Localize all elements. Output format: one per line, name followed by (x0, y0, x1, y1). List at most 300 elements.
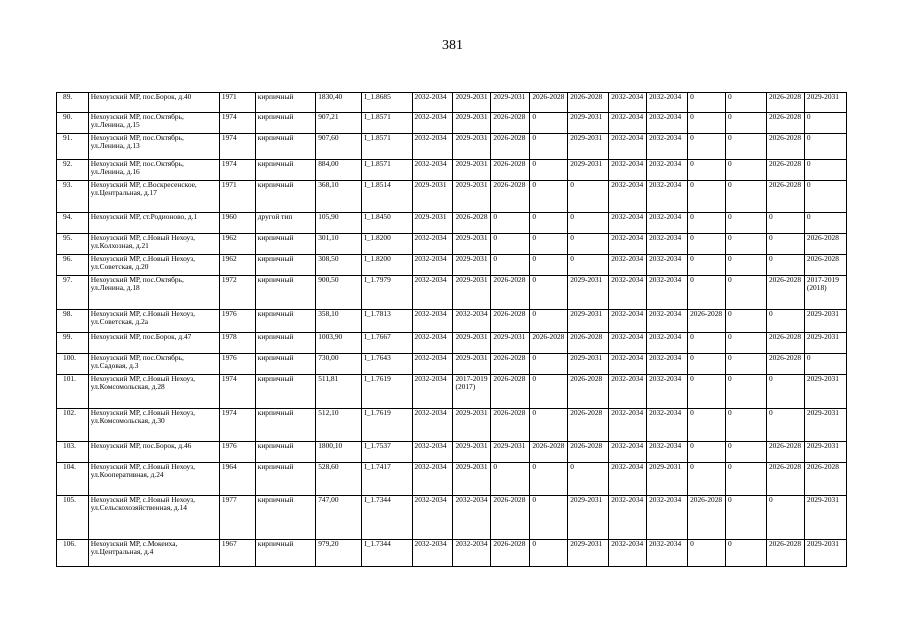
cell-address: Нехоузский МР, пос.Октябрь, ул.Ленина, д.13 (88, 134, 219, 160)
cell-period-heating: 2026-2028 (491, 354, 530, 375)
cell-area: 308,50 (316, 255, 362, 276)
cell-period-gas: 0 (530, 160, 568, 181)
cell-period-hot-water: 2029-2031 (804, 540, 846, 567)
cell-period-foundation: 2026-2028 (766, 540, 804, 567)
cell-period-hot-water: 0 (804, 113, 846, 134)
cell-period-heating: 2026-2028 (491, 375, 530, 409)
cell-period-electric: 2029-2031 (453, 113, 491, 134)
cell-period-water: 2029-2031 (568, 276, 609, 310)
cell-period-heating: 2026-2028 (491, 134, 530, 160)
cell-row-number: 93. (57, 181, 89, 213)
cell-period-basement: 0 (726, 234, 767, 255)
cell-period-heating: 0 (491, 213, 530, 234)
cell-period-heating: 0 (491, 234, 530, 255)
cell-address: Нехоузский МР, с.Новый Нехоуз, ул.Кооперативная, д.24 (88, 463, 219, 496)
cell-wall-material: кирпичный (255, 113, 315, 134)
cell-period-hot-water: 0 (804, 181, 846, 213)
cell-period-water: 2026-2028 (568, 375, 609, 409)
cell-period-facade: 2032-2034 (647, 540, 688, 567)
cell-period-electric: 2032-2034 (453, 540, 491, 567)
cell-period-foundation: 0 (766, 409, 804, 442)
cell-wall-material: кирпичный (255, 496, 315, 540)
cell-year-built: 1967 (219, 540, 255, 567)
cell-period-sewer: 2032-2034 (609, 134, 647, 160)
cell-year-built: 1971 (219, 93, 255, 113)
cell-period-facade: 2032-2034 (647, 276, 688, 310)
cell-row-number: 100. (57, 354, 89, 375)
cell-register-code: I_1.7643 (362, 354, 412, 375)
cell-period-electric: 2017-2019 (2017) (453, 375, 491, 409)
cell-register-code: I_1.7619 (362, 409, 412, 442)
cell-year-built: 1962 (219, 234, 255, 255)
cell-period-hot-water: 2026-2028 (804, 234, 846, 255)
cell-period-basement: 0 (726, 213, 767, 234)
cell-row-number: 95. (57, 234, 89, 255)
cell-period-roof: 2032-2034 (412, 463, 453, 496)
cell-row-number: 98. (57, 310, 89, 333)
cell-period-gas: 0 (530, 463, 568, 496)
cell-period-gas: 0 (530, 113, 568, 134)
cell-period-electric: 2029-2031 (453, 93, 491, 113)
cell-area: 105,90 (316, 213, 362, 234)
table-row (57, 409, 847, 442)
table-row (57, 310, 847, 333)
cell-period-roof: 2032-2034 (412, 255, 453, 276)
cell-area: 730,00 (316, 354, 362, 375)
cell-period-basement: 0 (726, 113, 767, 134)
cell-wall-material: кирпичный (255, 310, 315, 333)
cell-area: 979,20 (316, 540, 362, 567)
table-row (57, 375, 847, 409)
cell-period-hot-water: 2029-2031 (804, 93, 846, 113)
cell-period-basement: 0 (726, 540, 767, 567)
cell-period-foundation: 0 (766, 496, 804, 540)
cell-year-built: 1974 (219, 375, 255, 409)
cell-address: Нехоузский МР, с.Новый Нехоуз, ул.Советская, д.2а (88, 310, 219, 333)
cell-period-foundation: 0 (766, 255, 804, 276)
table-row (57, 540, 847, 567)
cell-period-water: 2026-2028 (568, 93, 609, 113)
table-row (57, 181, 847, 213)
cell-area: 900,50 (316, 276, 362, 310)
cell-year-built: 1971 (219, 181, 255, 213)
cell-period-facade: 2032-2034 (647, 310, 688, 333)
cell-period-water: 0 (568, 213, 609, 234)
cell-period-heating: 2026-2028 (491, 496, 530, 540)
cell-period-electric: 2029-2031 (453, 409, 491, 442)
cell-period-basement: 0 (726, 310, 767, 333)
cell-period-heating: 2026-2028 (491, 276, 530, 310)
cell-period-facade: 2032-2034 (647, 113, 688, 134)
cell-register-code: I_1.7667 (362, 333, 412, 354)
cell-period-foundation: 2026-2028 (766, 181, 804, 213)
cell-period-facade: 2032-2034 (647, 354, 688, 375)
cell-period-hot-water: 2029-2031 (804, 442, 846, 463)
cell-period-foundation: 0 (766, 234, 804, 255)
cell-area: 1800,10 (316, 442, 362, 463)
cell-address: Нехоузский МР, с.Новый Нехоуз, ул.Советская, д.20 (88, 255, 219, 276)
cell-period-foundation: 2026-2028 (766, 160, 804, 181)
cell-period-roof: 2032-2034 (412, 442, 453, 463)
cell-period-gas: 2026-2028 (530, 93, 568, 113)
cell-area: 368,10 (316, 181, 362, 213)
cell-period-sewer: 2032-2034 (609, 113, 647, 134)
cell-period-sewer: 2032-2034 (609, 213, 647, 234)
cell-period-gas: 0 (530, 310, 568, 333)
cell-period-water: 0 (568, 234, 609, 255)
cell-period-gas: 0 (530, 276, 568, 310)
cell-year-built: 1962 (219, 255, 255, 276)
cell-period-facade: 2032-2034 (647, 409, 688, 442)
cell-period-roof: 2032-2034 (412, 276, 453, 310)
cell-period-lift: 0 (688, 409, 726, 442)
cell-period-water: 2029-2031 (568, 160, 609, 181)
cell-period-facade: 2032-2034 (647, 255, 688, 276)
table-row (57, 463, 847, 496)
cell-period-hot-water: 0 (804, 213, 846, 234)
table-row (57, 134, 847, 160)
cell-period-lift: 0 (688, 375, 726, 409)
cell-period-foundation: 2026-2028 (766, 463, 804, 496)
cell-period-electric: 2029-2031 (453, 160, 491, 181)
cell-year-built: 1974 (219, 409, 255, 442)
cell-period-lift: 0 (688, 160, 726, 181)
cell-period-sewer: 2032-2034 (609, 255, 647, 276)
cell-row-number: 101. (57, 375, 89, 409)
cell-year-built: 1974 (219, 134, 255, 160)
cell-address: Нехоузский МР, пос.Октябрь, ул.Садовая, д.3 (88, 354, 219, 375)
cell-wall-material: кирпичный (255, 255, 315, 276)
cell-area: 528,60 (316, 463, 362, 496)
cell-period-basement: 0 (726, 463, 767, 496)
cell-period-roof: 2032-2034 (412, 310, 453, 333)
cell-year-built: 1960 (219, 213, 255, 234)
table-row (57, 234, 847, 255)
cell-register-code: I_1.7344 (362, 540, 412, 567)
cell-period-facade: 2032-2034 (647, 234, 688, 255)
cell-period-lift: 0 (688, 113, 726, 134)
cell-period-heating: 2029-2031 (491, 333, 530, 354)
cell-period-electric: 2029-2031 (453, 181, 491, 213)
cell-area: 907,60 (316, 134, 362, 160)
cell-period-heating: 0 (491, 463, 530, 496)
cell-period-hot-water: 2026-2028 (804, 463, 846, 496)
cell-period-electric: 2029-2031 (453, 463, 491, 496)
cell-period-gas: 0 (530, 255, 568, 276)
cell-period-basement: 0 (726, 276, 767, 310)
cell-year-built: 1974 (219, 113, 255, 134)
cell-period-basement: 0 (726, 93, 767, 113)
cell-period-electric: 2029-2031 (453, 255, 491, 276)
cell-period-facade: 2032-2034 (647, 181, 688, 213)
cell-year-built: 1977 (219, 496, 255, 540)
cell-row-number: 89. (57, 93, 89, 113)
cell-period-gas: 0 (530, 496, 568, 540)
cell-period-hot-water: 0 (804, 160, 846, 181)
cell-row-number: 97. (57, 276, 89, 310)
table-row (57, 93, 847, 113)
cell-period-water: 0 (568, 463, 609, 496)
cell-period-facade: 2032-2034 (647, 213, 688, 234)
cell-wall-material: кирпичный (255, 93, 315, 113)
cell-period-sewer: 2032-2034 (609, 354, 647, 375)
cell-wall-material: кирпичный (255, 276, 315, 310)
cell-period-sewer: 2032-2034 (609, 276, 647, 310)
cell-register-code: I_1.8200 (362, 234, 412, 255)
cell-row-number: 102. (57, 409, 89, 442)
cell-area: 747,00 (316, 496, 362, 540)
cell-period-heating: 2026-2028 (491, 310, 530, 333)
cell-address: Нехоузский МР, пос.Борок, д.47 (88, 333, 219, 354)
cell-period-facade: 2032-2034 (647, 496, 688, 540)
cell-address: Нехоузский МР, пос.Борок, д.40 (88, 93, 219, 113)
cell-row-number: 104. (57, 463, 89, 496)
cell-period-lift: 2026-2028 (688, 496, 726, 540)
cell-period-water: 2029-2031 (568, 540, 609, 567)
cell-period-lift: 2026-2028 (688, 310, 726, 333)
page-number: 381 (442, 38, 463, 53)
cell-period-lift: 0 (688, 234, 726, 255)
cell-period-facade: 2032-2034 (647, 160, 688, 181)
cell-period-sewer: 2032-2034 (609, 496, 647, 540)
cell-period-hot-water: 2029-2031 (804, 375, 846, 409)
cell-register-code: I_1.8571 (362, 113, 412, 134)
cell-period-lift: 0 (688, 213, 726, 234)
cell-period-electric: 2029-2031 (453, 234, 491, 255)
table-row (57, 496, 847, 540)
cell-period-sewer: 2032-2034 (609, 442, 647, 463)
cell-period-hot-water: 2017-2019 (2018) (804, 276, 846, 310)
cell-period-hot-water: 2029-2031 (804, 409, 846, 442)
cell-row-number: 105. (57, 496, 89, 540)
cell-period-foundation: 2026-2028 (766, 333, 804, 354)
cell-period-heating: 2029-2031 (491, 93, 530, 113)
cell-register-code: I_1.8514 (362, 181, 412, 213)
cell-row-number: 91. (57, 134, 89, 160)
cell-area: 1003,90 (316, 333, 362, 354)
cell-row-number: 103. (57, 442, 89, 463)
cell-year-built: 1974 (219, 160, 255, 181)
cell-area: 884,00 (316, 160, 362, 181)
cell-period-basement: 0 (726, 181, 767, 213)
cell-row-number: 90. (57, 113, 89, 134)
cell-period-sewer: 2032-2034 (609, 409, 647, 442)
cell-period-lift: 0 (688, 333, 726, 354)
cell-period-gas: 0 (530, 134, 568, 160)
cell-wall-material: кирпичный (255, 409, 315, 442)
cell-period-gas: 0 (530, 375, 568, 409)
cell-period-basement: 0 (726, 409, 767, 442)
cell-period-sewer: 2032-2034 (609, 375, 647, 409)
cell-period-water: 2026-2028 (568, 442, 609, 463)
cell-period-heating: 2026-2028 (491, 113, 530, 134)
cell-period-gas: 0 (530, 213, 568, 234)
cell-period-basement: 0 (726, 496, 767, 540)
cell-period-lift: 0 (688, 463, 726, 496)
cell-period-facade: 2032-2034 (647, 134, 688, 160)
cell-period-foundation: 2026-2028 (766, 276, 804, 310)
cell-period-sewer: 2032-2034 (609, 93, 647, 113)
table-row (57, 255, 847, 276)
cell-address: Нехоузский МР, пос.Октябрь, ул.Ленина, д.18 (88, 276, 219, 310)
cell-wall-material: кирпичный (255, 540, 315, 567)
cell-period-gas: 0 (530, 181, 568, 213)
cell-period-hot-water: 2026-2028 (804, 255, 846, 276)
cell-register-code: I_1.8685 (362, 93, 412, 113)
cell-period-sewer: 2032-2034 (609, 310, 647, 333)
cell-period-roof: 2032-2034 (412, 354, 453, 375)
cell-year-built: 1972 (219, 276, 255, 310)
cell-period-lift: 0 (688, 354, 726, 375)
cell-wall-material: кирпичный (255, 375, 315, 409)
cell-register-code: I_1.8571 (362, 160, 412, 181)
cell-period-sewer: 2032-2034 (609, 181, 647, 213)
cell-period-hot-water: 2029-2031 (804, 496, 846, 540)
cell-period-lift: 0 (688, 442, 726, 463)
cell-period-basement: 0 (726, 333, 767, 354)
cell-wall-material: кирпичный (255, 354, 315, 375)
cell-period-basement: 0 (726, 255, 767, 276)
cell-wall-material: кирпичный (255, 333, 315, 354)
cell-period-sewer: 2032-2034 (609, 160, 647, 181)
cell-period-basement: 0 (726, 375, 767, 409)
cell-period-facade: 2032-2034 (647, 333, 688, 354)
cell-register-code: I_1.8200 (362, 255, 412, 276)
cell-period-water: 0 (568, 181, 609, 213)
cell-period-lift: 0 (688, 255, 726, 276)
cell-address: Нехоузский МР, с.Новый Нехоуз, ул.Комсомольская, д.28 (88, 375, 219, 409)
cell-wall-material: кирпичный (255, 234, 315, 255)
cell-register-code: I_1.7813 (362, 310, 412, 333)
cell-period-heating: 2026-2028 (491, 160, 530, 181)
cell-row-number: 92. (57, 160, 89, 181)
cell-period-heating: 2026-2028 (491, 540, 530, 567)
cell-period-electric: 2032-2034 (453, 310, 491, 333)
cell-wall-material: кирпичный (255, 463, 315, 496)
cell-period-roof: 2032-2034 (412, 113, 453, 134)
cell-wall-material: кирпичный (255, 160, 315, 181)
cell-period-foundation: 2026-2028 (766, 442, 804, 463)
table-row (57, 354, 847, 375)
cell-period-foundation: 0 (766, 310, 804, 333)
cell-period-hot-water: 0 (804, 134, 846, 160)
cell-period-sewer: 2032-2034 (609, 463, 647, 496)
cell-period-roof: 2032-2034 (412, 375, 453, 409)
cell-period-roof: 2029-2031 (412, 181, 453, 213)
cell-period-lift: 0 (688, 93, 726, 113)
cell-area: 301,10 (316, 234, 362, 255)
cell-period-lift: 0 (688, 181, 726, 213)
cell-period-water: 2026-2028 (568, 409, 609, 442)
cell-period-basement: 0 (726, 160, 767, 181)
cell-register-code: I_1.7417 (362, 463, 412, 496)
cell-address: Нехоузский МР, пос.Октябрь, ул.Ленина, д.15 (88, 113, 219, 134)
cell-period-foundation: 2026-2028 (766, 93, 804, 113)
cell-period-electric: 2026-2028 (453, 213, 491, 234)
table-row (57, 333, 847, 354)
cell-period-heating: 2026-2028 (491, 409, 530, 442)
cell-period-gas: 0 (530, 540, 568, 567)
cell-period-foundation: 2026-2028 (766, 354, 804, 375)
cell-area: 511,81 (316, 375, 362, 409)
cell-period-hot-water: 2029-2031 (804, 310, 846, 333)
cell-period-foundation: 0 (766, 375, 804, 409)
cell-period-facade: 2032-2034 (647, 93, 688, 113)
cell-period-roof: 2029-2031 (412, 213, 453, 234)
cell-wall-material: кирпичный (255, 134, 315, 160)
cell-register-code: I_1.7344 (362, 496, 412, 540)
cell-period-gas: 2026-2028 (530, 333, 568, 354)
cell-period-electric: 2029-2031 (453, 442, 491, 463)
cell-address: Нехоузский МР, с.Новый Нехоуз, ул.Комсомольская, д.30 (88, 409, 219, 442)
cell-period-water: 2029-2031 (568, 134, 609, 160)
cell-address: Нехоузский МР, с.Воскресенское, ул.Центральная, д.17 (88, 181, 219, 213)
cell-period-hot-water: 0 (804, 354, 846, 375)
cell-period-water: 2026-2028 (568, 333, 609, 354)
cell-area: 358,10 (316, 310, 362, 333)
cell-wall-material: кирпичный (255, 442, 315, 463)
cell-address: Нехоузский МР, ст.Родионово, д.1 (88, 213, 219, 234)
cell-period-roof: 2032-2034 (412, 93, 453, 113)
cell-period-gas: 2026-2028 (530, 442, 568, 463)
cell-period-basement: 0 (726, 134, 767, 160)
cell-period-facade: 2032-2034 (647, 375, 688, 409)
cell-period-water: 2029-2031 (568, 354, 609, 375)
cell-period-electric: 2029-2031 (453, 354, 491, 375)
cell-period-lift: 0 (688, 540, 726, 567)
cell-period-lift: 0 (688, 134, 726, 160)
cell-period-hot-water: 2029-2031 (804, 333, 846, 354)
cell-wall-material: кирпичный (255, 181, 315, 213)
cell-row-number: 94. (57, 213, 89, 234)
cell-period-water: 0 (568, 255, 609, 276)
cell-year-built: 1964 (219, 463, 255, 496)
cell-area: 512,10 (316, 409, 362, 442)
cell-period-electric: 2029-2031 (453, 134, 491, 160)
cell-period-roof: 2032-2034 (412, 160, 453, 181)
cell-address: Нехоузский МР, с.Новый Нехоуз, ул.Сельскохозяйственная, д.14 (88, 496, 219, 540)
cell-period-basement: 0 (726, 442, 767, 463)
table-row (57, 276, 847, 310)
cell-period-lift: 0 (688, 276, 726, 310)
cell-period-roof: 2032-2034 (412, 540, 453, 567)
cell-year-built: 1976 (219, 442, 255, 463)
cell-period-foundation: 2026-2028 (766, 113, 804, 134)
cell-period-foundation: 2026-2028 (766, 134, 804, 160)
cell-period-water: 2029-2031 (568, 310, 609, 333)
cell-period-roof: 2032-2034 (412, 234, 453, 255)
cell-year-built: 1976 (219, 310, 255, 333)
cell-address: Нехоузский МР, с.Мокеиха, ул.Центральная, д.4 (88, 540, 219, 567)
cell-period-roof: 2032-2034 (412, 333, 453, 354)
cell-register-code: I_1.7619 (362, 375, 412, 409)
cell-period-heating: 0 (491, 255, 530, 276)
cell-period-water: 2029-2031 (568, 113, 609, 134)
cell-period-facade: 2032-2034 (647, 442, 688, 463)
cell-register-code: I_1.7537 (362, 442, 412, 463)
cell-area: 907,21 (316, 113, 362, 134)
cell-row-number: 99. (57, 333, 89, 354)
cell-register-code: I_1.8450 (362, 213, 412, 234)
cell-period-heating: 2029-2031 (491, 442, 530, 463)
cell-address: Нехоузский МР, с.Новый Нехоуз, ул.Колхозная, д.21 (88, 234, 219, 255)
cell-period-foundation: 0 (766, 213, 804, 234)
cell-register-code: I_1.8571 (362, 134, 412, 160)
cell-year-built: 1978 (219, 333, 255, 354)
cell-period-basement: 0 (726, 354, 767, 375)
table-row (57, 442, 847, 463)
cell-address: Нехоузский МР, пос.Октябрь, ул.Ленина, д.16 (88, 160, 219, 181)
